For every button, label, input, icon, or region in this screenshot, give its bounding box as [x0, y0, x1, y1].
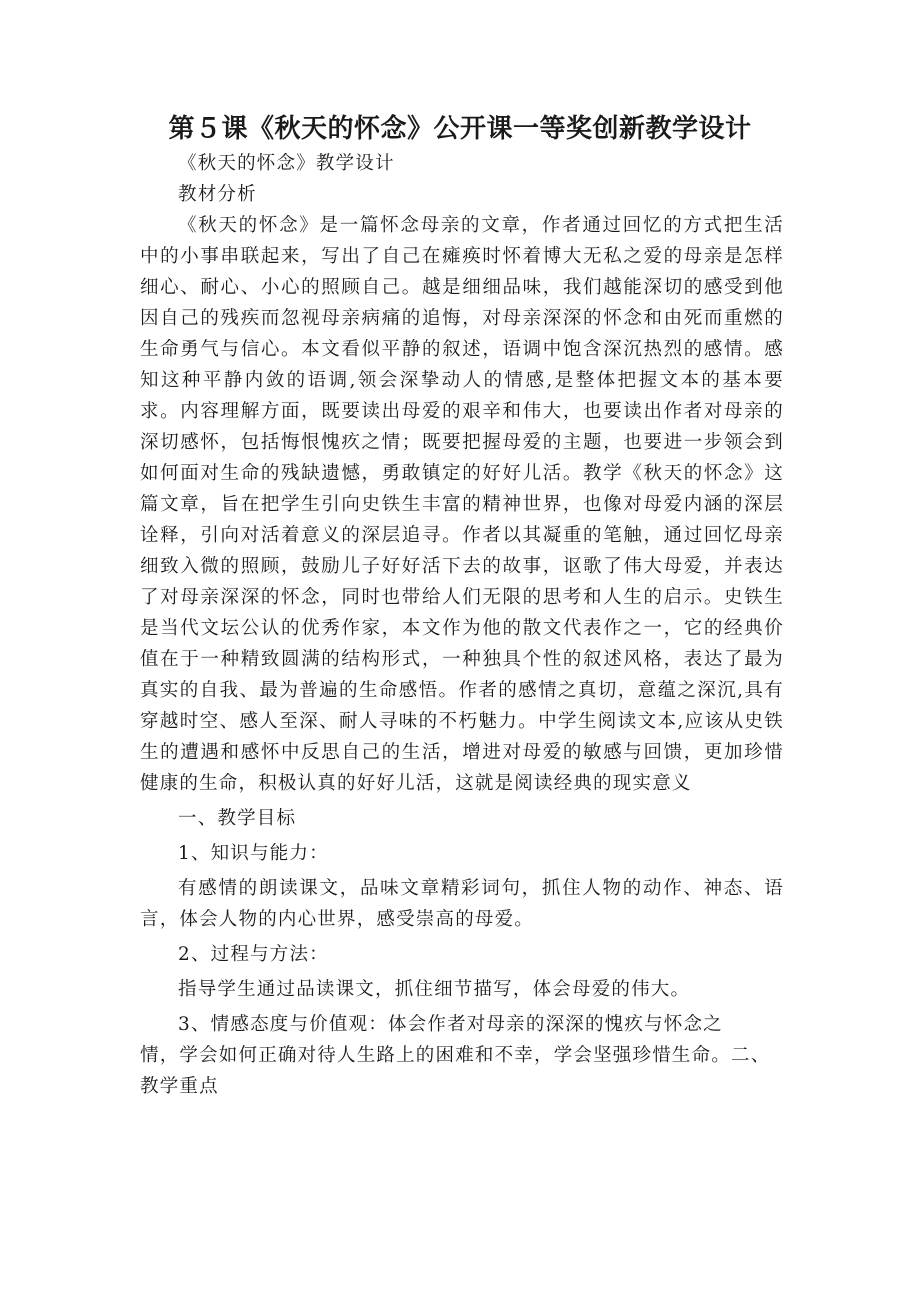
analysis-paragraph: 《秋天的怀念》是一篇怀念母亲的文章，作者通过回忆的方式把生活中的小事串联起来，写出了自己在瘫痪时怀着博大无私之爱的母亲是怎样细心、耐心、小心的照顾自己。越是细细品味，我们越能深切的感受到他因自己的残疾而忽视母亲病痛的追悔，对母亲深深的怀念和由死而重燃的生命勇气与信心。本文看似平静的叙述，语调中饱含深沉热烈的感情。感知这种平静内敛的语调,领会深挚动人的情感,是整体把握文本的基本要求。内容理解方面，既要读出母爱的艰辛和伟大，也要读出作者对母亲的深切感怀，包括悔恨愧疚之情；既要把握母爱的主题，也要进一步领会到如何面对生命的残缺遗憾，勇敢镇定的好好儿活。教学《秋天的怀念》这篇文章，旨在把学生引向史铁生丰富的精神世界，也像对母爱内涵的深层诠释，引向对活着意义的深层追寻。作者以其凝重的笔触，通过回忆母亲细致入微的照顾，鼓励儿子好好活下去的故事，讴歌了伟大母爱，并表达了对母亲深深的怀念，同时也带给人们无限的思考和人生的启示。史铁生是当代文坛公认的优秀作家，本文作为他的散文代表作之一，它的经典价值在于一种精致圆满的结构形式，一种独具个性的叙述风格，表达了最为真实的自我、最为普遍的生命感悟。作者的感情之真切，意蕴之深沉,具有穿越时空、感人至深、耐人寻味的不朽魅力。中学生阅读文本,应该从史铁生的遭遇和感怀中反思自己的生活，增进对母爱的敏感与回馈，更加珍惜健康的生命，积极认真的好好儿活，这就是阅读经典的现实意义: [140, 215, 784, 794]
goal1-text: 有感情的朗读课文，品味文章精彩词句，抓住人物的动作、神态、语言，体会人物的内心世界，感受崇高的母爱。: [140, 878, 784, 930]
subtitle: 《秋天的怀念》教学设计: [178, 153, 395, 174]
goal1-heading: 1、知识与能力：: [178, 843, 329, 864]
goal2-heading: 2、过程与方法：: [178, 944, 329, 965]
goal2-text: 指导学生通过品读课文，抓住细节描写，体会母爱的伟大。: [178, 979, 691, 1000]
goal3-line-2: 情，学会如何正确对待人生路上的困难和不幸，学会坚强珍惜生命。二、: [140, 1045, 771, 1066]
goal3-line-1: 3、情感态度与价值观：体会作者对母亲的深深的愧疚与怀念之: [178, 1014, 723, 1035]
section-heading-analysis: 教材分析: [178, 184, 257, 205]
section-heading-goals: 一、教学目标: [178, 808, 297, 829]
document-title: 第５课《秋天的怀念》公开课一等奖创新教学设计: [168, 114, 752, 144]
document-body: [140, 148, 784, 1102]
goal3-line-3: 教学重点: [140, 1076, 219, 1097]
